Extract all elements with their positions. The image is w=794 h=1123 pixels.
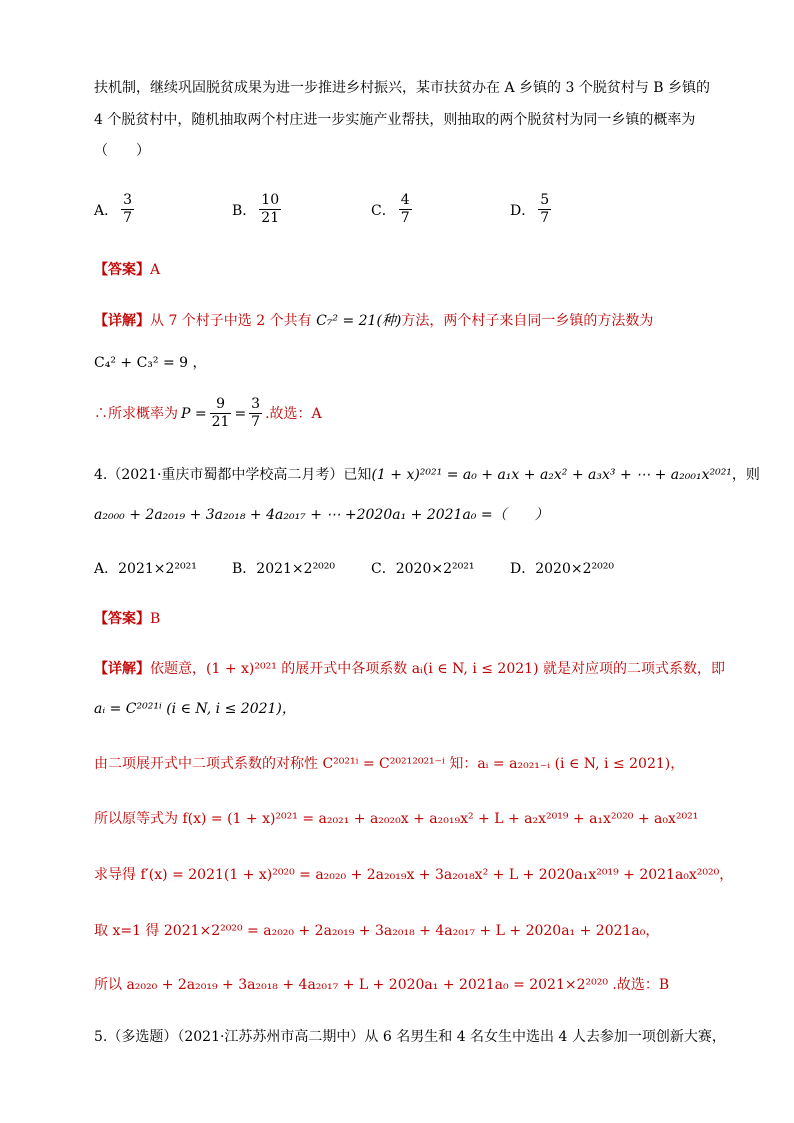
q4-answer: 【答案】B — [94, 611, 161, 627]
q3-option-d: D． $\frac{5}{7}$ — [510, 192, 550, 226]
q4-detail-line1: 【详解】依题意，(1 + x)²⁰²¹ 的展开式中各项系数 aᵢ(i ∈ N, i ≤ 2021) 就是对应项的二项式系数，即 — [94, 661, 725, 677]
q3-conclusion: ∴所求概率为 P = $\frac{9}{21}$ = $\frac{3}{7}$ .故选：A — [94, 396, 322, 430]
q3-text-line1: 扶机制，继续巩固脱贫成果为进一步推进乡村振兴，某市扶贫办在 A 乡镇的 3 个脱贫村与 B 乡镇的 — [94, 80, 711, 96]
q4-detail-line5: 求导得 f′(x) = 2021(1 + x)²⁰²⁰ = a₂₀₂₀ + 2a₂₀₁₉x + 3a₂₀₁₈x² + L + 2020a₁x²⁰¹⁹ + 2021a₀x²⁰²⁰， — [94, 867, 734, 883]
q3-paren: （ ） — [94, 143, 150, 159]
q4-detail-line2: aᵢ = C²⁰²¹ⁱ (i ∈ N, i ≤ 2021)， — [94, 701, 296, 717]
q4-option-c: C．2020×2²⁰²¹ — [371, 561, 475, 577]
q3-answer: 【答案】A — [94, 262, 161, 278]
q3-option-a: A． $\frac{3}{7}$ — [94, 192, 133, 226]
q5-stem-line1: 5.（多选题）（2021·江苏苏州市高二期中）从 6 名男生和 4 名女生中选出 4 人去参加一项创新大赛， — [94, 1029, 726, 1045]
q4-stem-line1: 4.（2021·重庆市蜀都中学校高二月考）已知(1 + x)²⁰²¹ = a₀ + a₁x + a₂x² + a₃x³ + ⋯ + a₂₀₀₁x²⁰²¹，则 — [94, 467, 760, 483]
q4-detail-line6: 取 x=1 得 2021×2²⁰²⁰ = a₂₀₂₀ + 2a₂₀₁₉ + 3a₂₀₁₈ + 4a₂₀₁₇ + L + 2020a₁ + 2021a₀， — [94, 923, 660, 939]
q4-detail-line7: 所以 a₂₀₂₀ + 2a₂₀₁₉ + 3a₂₀₁₈ + 4a₂₀₁₇ + L + 2020a₁ + 2021a₀ = 2021×2²⁰²⁰ .故选：B — [94, 977, 670, 993]
q4-option-d: D．2020×2²⁰²⁰ — [510, 561, 614, 577]
q4-stem-line2: a₂₀₀₀ + 2a₂₀₁₉ + 3a₂₀₁₈ + 4a₂₀₁₇ + ⋯ +2020a₁ + 2021a₀ =（ ） — [94, 507, 549, 523]
q3-detail-formula: C₄² + C₃² = 9 ， — [94, 355, 207, 371]
q4-option-b: B．2021×2²⁰²⁰ — [232, 561, 336, 577]
q3-option-b: B． $\frac{10}{21}$ — [232, 192, 280, 226]
q4-detail-line4: 所以原等式为 f(x) = (1 + x)²⁰²¹ = a₂₀₂₁ + a₂₀₂₀x + a₂₀₁₉x² + L + a₂x²⁰¹⁹ + a₁x²⁰²⁰ + a₀x²⁰²¹ — [94, 811, 699, 827]
q4-detail-line3: 由二项展开式中二项式系数的对称性 C²⁰²¹ⁱ = C²⁰²¹²⁰²¹⁻ⁱ 知：aᵢ = a₂₀₂₁₋ᵢ (i ∈ N, i ≤ 2021)， — [94, 756, 685, 772]
q4-option-a: A．2021×2²⁰²¹ — [94, 561, 197, 577]
q3-text-line2: 4 个脱贫村中，随机抽取两个村庄进一步实施产业帮扶，则抽取的两个脱贫村为同一乡镇的概率为 — [94, 112, 696, 128]
q3-option-c: C． $\frac{4}{7}$ — [371, 192, 410, 226]
q3-detail: 【详解】从 7 个村子中选 2 个共有 C₇² = 21(种)方法，两个村子来自同一乡镇的方法数为 — [94, 313, 654, 329]
